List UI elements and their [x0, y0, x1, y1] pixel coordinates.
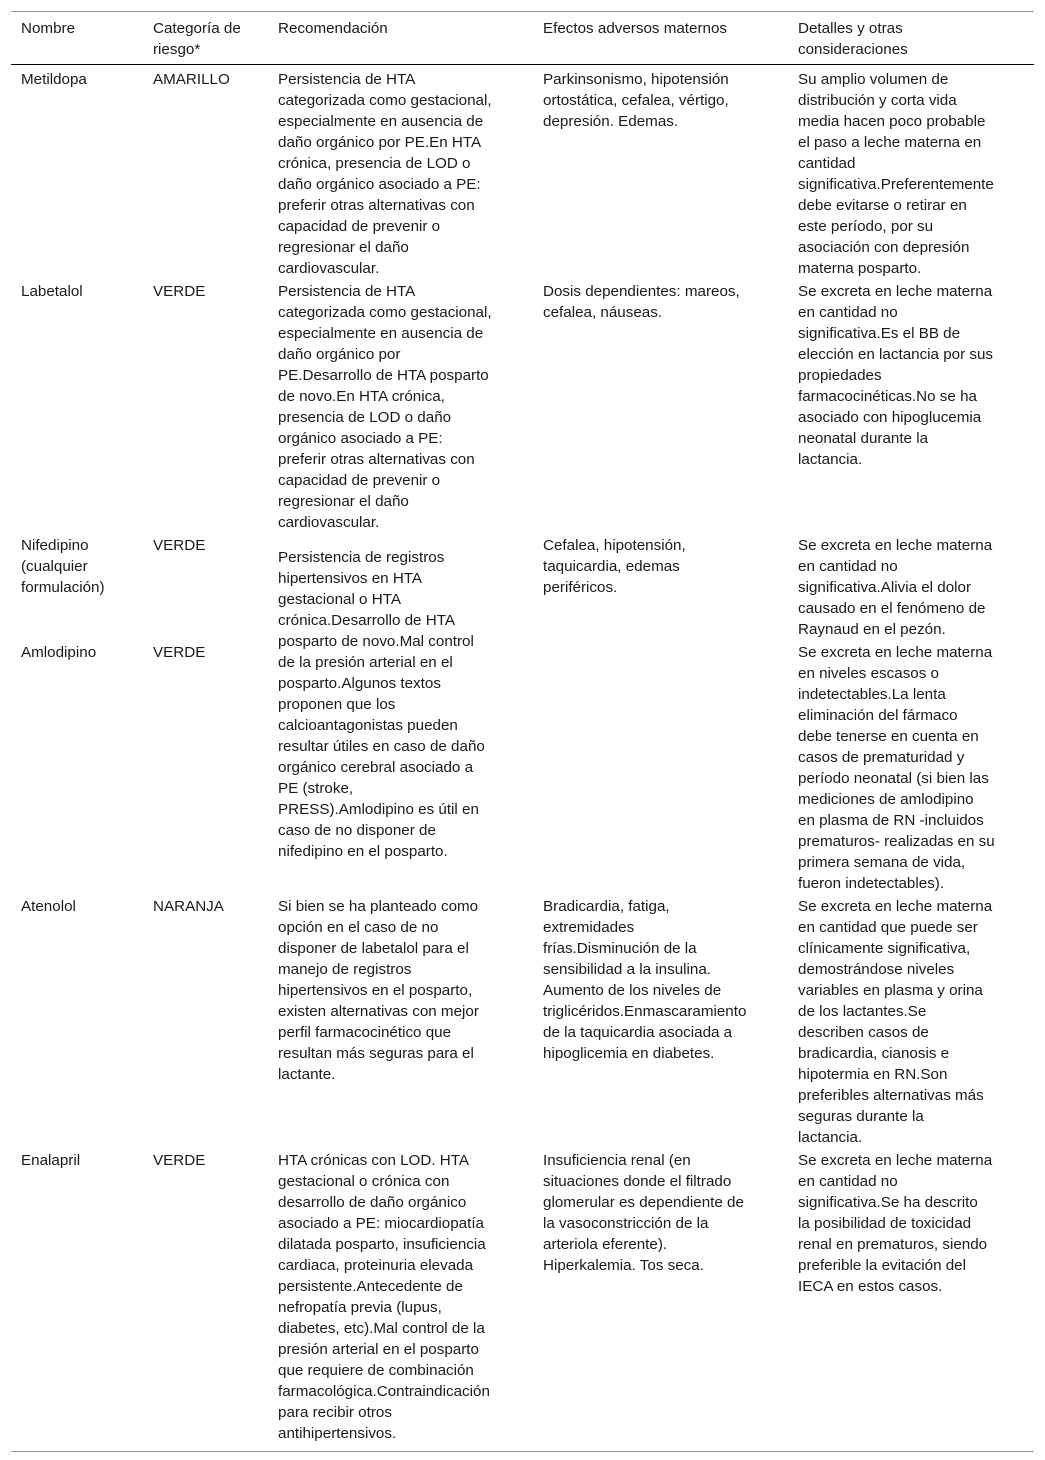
header-nombre: Nombre [21, 20, 76, 37]
drug-table [11, 11, 1034, 1452]
cell-categoria: NARANJA [153, 898, 224, 915]
cell-nombre: Enalapril [21, 1152, 81, 1169]
cell-nombre: Nifedipino (cualquier formulación) [21, 537, 105, 596]
cell-detalles: Se excreta en leche materna en cantidad no significativa.Alivia el dolor causado en el fenómeno de Raynaud en el pezón. [798, 537, 993, 638]
header-detalles: Detalles y otras consideraciones [798, 20, 908, 58]
table-row-nifedipino [11, 531, 1034, 638]
header-categoria: Categoría de riesgo* [153, 20, 241, 58]
cell-categoria: VERDE [153, 1152, 206, 1169]
table-row-atenolol [11, 892, 1034, 1146]
cell-efectos: Insuficiencia renal (en situaciones donde el filtrado glomerular es dependiente de la vasoconstricción de la arteriola eferente). Hiperkalemia. Tos seca. [543, 1152, 744, 1274]
cell-detalles: Su amplio volumen de distribución y corta vida media hacen poco probable el paso a leche materna en cantidad significativa.Preferentemente debe evitarse o retirar en este período, por su asociación con depresión materna posparto. [798, 71, 994, 277]
cell-recomendacion: Si bien se ha planteado como opción en el caso de no disponer de labetalol para el manejo de registros hipertensivos en el posparto, existen alternativas con mejor perfil farmacocinético que resultan más seguras para el lactante. [278, 898, 479, 1083]
header-recomendacion: Recomendación [278, 20, 388, 37]
cell-detalles: Se excreta en leche materna en cantidad que puede ser clínicamente significativa, demostrándose niveles variables en plasma y orina de los lactantes.Se describen casos de bradicardia, cianosis e hipotermia en RN.Son preferibles alternativas más seguras durante la lactancia. [798, 898, 993, 1146]
cell-efectos: Cefalea, hipotensión, taquicardia, edemas periféricos. [543, 537, 686, 596]
cell-categoria: AMARILLO [153, 71, 230, 88]
cell-nombre: Metildopa [21, 71, 87, 88]
table-row-enalapril [11, 1146, 1034, 1451]
cell-categoria: VERDE [153, 283, 206, 300]
cell-detalles: Se excreta en leche materna en cantidad no significativa.Se ha descrito la posibilidad de toxicidad renal en prematuros, siendo preferible la evitación del IECA en estos casos. [798, 1152, 993, 1295]
table-row-metildopa [11, 65, 1034, 277]
cell-efectos: Bradicardia, fatiga, extremidades frías.Disminución de la sensibilidad a la insulina. Aumento de los niveles de triglicéridos.Enmascaramiento de la taquicardia asociada a hipoglicemia en diabetes. [543, 898, 747, 1062]
table-body [11, 65, 1034, 1451]
cell-efectos: Dosis dependientes: mareos, cefalea, náuseas. [543, 283, 740, 321]
table-row-amlodipino [11, 638, 1034, 892]
cell-nombre: Amlodipino [21, 644, 97, 661]
cell-nombre: Atenolol [21, 898, 76, 915]
cell-recomendacion-nifedipino-amlodipino: Persistencia de registros hipertensivos en HTA gestacional o HTA crónica.Desarrollo de HTA posparto de novo.Mal control de la presión arterial en el posparto.Algunos textos proponen que los calcioantagonistas pueden resultar útiles en caso de daño orgánico cerebral asociado a PE (stroke, PRESS).Amlodipino es útil en caso de no disponer de nifedipino en el posparto. [278, 549, 485, 860]
cell-nombre: Labetalol [21, 283, 83, 300]
cell-recomendacion: HTA crónicas con LOD. HTA gestacional o crónica con desarrollo de daño orgánico asociado a PE: miocardiopatía dilatada posparto, insuficiencia cardiaca, proteinuria elevada persistente.Antecedente de nefropatía previa (lupus, diabetes, etc).Mal control de la presión arterial en el posparto que requiere de combinación farmacológica.Contraindicación para recibir otros antihipertensivos. [278, 1152, 490, 1442]
cell-detalles: Se excreta en leche materna en niveles escasos o indetectables.La lenta eliminación del fármaco debe tenerse en cuenta en casos de prematuridad y período neonatal (si bien las mediciones de amlodipino en plasma de RN -incluidos prematuros- realizadas en su primera semana de vida, fueron indetectables). [798, 644, 995, 892]
cell-detalles: Se excreta en leche materna en cantidad no significativa.Es el BB de elección en lactancia por sus propiedades farmacocinéticas.No se ha asociado con hipoglucemia neonatal durante la lactancia. [798, 283, 994, 468]
table-row-labetalol [11, 277, 1034, 531]
table-header-row [11, 12, 1034, 65]
header-efectos: Efectos adversos maternos [543, 20, 728, 37]
cell-categoria: VERDE [153, 644, 206, 661]
cell-efectos: Parkinsonismo, hipotensión ortostática, cefalea, vértigo, depresión. Edemas. [543, 71, 729, 130]
cell-recomendacion: Persistencia de HTA categorizada como gestacional, especialmente en ausencia de daño orgánico por PE.En HTA crónica, presencia de LOD o daño orgánico asociado a PE: preferir otras alternativas con capacidad de prevenir o regresionar el daño cardiovascular. [278, 71, 492, 277]
cell-recomendacion: Persistencia de HTA categorizada como gestacional, especialmente en ausencia de daño orgánico por PE.Desarrollo de HTA posparto de novo.En HTA crónica, presencia de LOD o daño orgánico asociado a PE: preferir otras alternativas con capacidad de prevenir o regresionar el daño cardiovascular. [278, 283, 492, 531]
cell-categoria: VERDE [153, 537, 206, 554]
